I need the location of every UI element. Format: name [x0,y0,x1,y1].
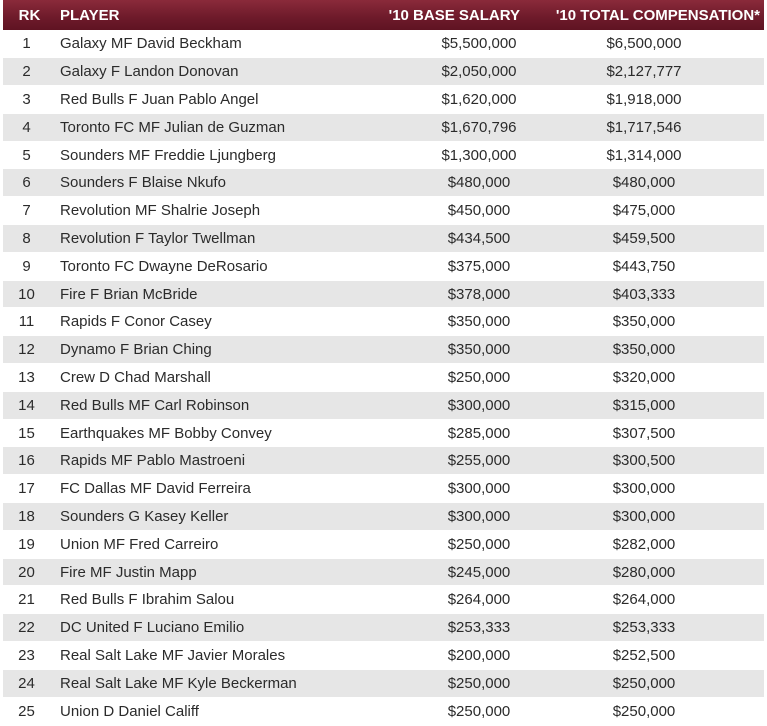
total-compensation-cell: $282,000 [530,530,764,558]
player-cell: Sounders MF Freddie Ljungberg [56,141,373,169]
table-row [3,614,764,642]
base-salary-cell: $1,670,796 [373,113,530,141]
total-compensation-cell: $1,918,000 [530,86,764,114]
rank-cell: 15 [3,419,56,447]
total-compensation-cell: $250,000 [530,669,764,697]
salary-table [3,0,764,725]
player-cell: Crew D Chad Marshall [56,364,373,392]
rank-cell: 21 [3,586,56,614]
table-header [3,0,764,30]
column-header-base-salary[interactable]: '10 BASE SALARY [388,6,520,24]
table-row [3,141,764,169]
player-cell: Galaxy F Landon Donovan [56,58,373,86]
total-compensation-cell: $403,333 [530,280,764,308]
table-row [3,58,764,86]
table-row [3,530,764,558]
player-cell: Red Bulls MF Carl Robinson [56,391,373,419]
player-cell: Earthquakes MF Bobby Convey [56,419,373,447]
rank-cell: 18 [3,503,56,531]
base-salary-cell: $253,333 [373,614,530,642]
base-salary-cell: $250,000 [373,697,530,725]
base-salary-cell: $378,000 [373,280,530,308]
total-compensation-cell: $307,500 [530,419,764,447]
base-salary-cell: $264,000 [373,586,530,614]
base-salary-cell: $2,050,000 [373,58,530,86]
table-row [3,280,764,308]
base-salary-cell: $5,500,000 [373,30,530,58]
total-compensation-cell: $253,333 [530,614,764,642]
rank-cell: 22 [3,614,56,642]
total-compensation-cell: $300,000 [530,503,764,531]
base-salary-cell: $285,000 [373,419,530,447]
table-row [3,86,764,114]
rank-cell: 9 [3,252,56,280]
table-row [3,475,764,503]
table-row [3,225,764,253]
table-row [3,697,764,725]
base-salary-cell: $250,000 [373,364,530,392]
rank-cell: 3 [3,86,56,114]
player-cell: Sounders G Kasey Keller [56,503,373,531]
table-row [3,558,764,586]
player-cell: Galaxy MF David Beckham [56,30,373,58]
rank-cell: 20 [3,558,56,586]
player-cell: Sounders F Blaise Nkufo [56,169,373,197]
table-row [3,113,764,141]
rank-cell: 13 [3,364,56,392]
total-compensation-cell: $320,000 [530,364,764,392]
table-row [3,197,764,225]
rank-cell: 8 [3,225,56,253]
table-row [3,419,764,447]
total-compensation-cell: $6,500,000 [530,30,764,58]
player-cell: Real Salt Lake MF Javier Morales [56,642,373,670]
base-salary-cell: $434,500 [373,225,530,253]
total-compensation-cell: $264,000 [530,586,764,614]
base-salary-cell: $450,000 [373,197,530,225]
rank-cell: 5 [3,141,56,169]
table-row [3,503,764,531]
base-salary-cell: $300,000 [373,475,530,503]
base-salary-cell: $250,000 [373,530,530,558]
rank-cell: 23 [3,642,56,670]
rank-cell: 11 [3,308,56,336]
total-compensation-cell: $1,717,546 [530,113,764,141]
base-salary-cell: $480,000 [373,169,530,197]
base-salary-cell: $350,000 [373,336,530,364]
rank-cell: 4 [3,113,56,141]
player-cell: Red Bulls F Juan Pablo Angel [56,86,373,114]
table-row [3,586,764,614]
rank-cell: 12 [3,336,56,364]
table-row [3,391,764,419]
player-cell: Toronto FC MF Julian de Guzman [56,113,373,141]
rank-cell: 2 [3,58,56,86]
player-cell: Red Bulls F Ibrahim Salou [56,586,373,614]
player-cell: Toronto FC Dwayne DeRosario [56,252,373,280]
table-row [3,336,764,364]
table-body [3,30,764,725]
total-compensation-cell: $443,750 [530,252,764,280]
table-row [3,447,764,475]
total-compensation-cell: $280,000 [530,558,764,586]
player-cell: Union D Daniel Califf [56,697,373,725]
player-cell: Fire F Brian McBride [56,280,373,308]
total-compensation-cell: $300,500 [530,447,764,475]
player-cell: Dynamo F Brian Ching [56,336,373,364]
base-salary-cell: $255,000 [373,447,530,475]
base-salary-cell: $350,000 [373,308,530,336]
total-compensation-cell: $250,000 [530,697,764,725]
table-row [3,30,764,58]
total-compensation-cell: $300,000 [530,475,764,503]
header-row [3,0,764,30]
player-cell: Real Salt Lake MF Kyle Beckerman [56,669,373,697]
rank-cell: 10 [3,280,56,308]
base-salary-cell: $200,000 [373,642,530,670]
total-compensation-cell: $252,500 [530,642,764,670]
total-compensation-cell: $480,000 [530,169,764,197]
player-cell: DC United F Luciano Emilio [56,614,373,642]
column-header-rank[interactable]: RK [18,6,41,24]
player-cell: Revolution F Taylor Twellman [56,225,373,253]
table-row [3,642,764,670]
base-salary-cell: $250,000 [373,669,530,697]
player-cell: Rapids F Conor Casey [56,308,373,336]
player-cell: FC Dallas MF David Ferreira [56,475,373,503]
table-row [3,169,764,197]
player-cell: Rapids MF Pablo Mastroeni [56,447,373,475]
table-row [3,669,764,697]
player-cell: Union MF Fred Carreiro [56,530,373,558]
rank-cell: 6 [3,169,56,197]
rank-cell: 14 [3,391,56,419]
column-header-total-compensation[interactable]: '10 TOTAL COMPENSATION* [555,6,760,24]
base-salary-cell: $375,000 [373,252,530,280]
total-compensation-cell: $315,000 [530,391,764,419]
total-compensation-cell: $350,000 [530,336,764,364]
base-salary-cell: $1,620,000 [373,86,530,114]
rank-cell: 24 [3,669,56,697]
rank-cell: 1 [3,30,56,58]
total-compensation-cell: $2,127,777 [530,58,764,86]
rank-cell: 19 [3,530,56,558]
total-compensation-cell: $459,500 [530,225,764,253]
player-cell: Revolution MF Shalrie Joseph [56,197,373,225]
table-row [3,308,764,336]
table-row [3,252,764,280]
base-salary-cell: $245,000 [373,558,530,586]
total-compensation-cell: $350,000 [530,308,764,336]
base-salary-cell: $1,300,000 [373,141,530,169]
total-compensation-cell: $475,000 [530,197,764,225]
base-salary-cell: $300,000 [373,503,530,531]
player-cell: Fire MF Justin Mapp [56,558,373,586]
column-header-player[interactable]: PLAYER [60,6,120,24]
table-row [3,364,764,392]
rank-cell: 16 [3,447,56,475]
salary-table-container [3,0,764,725]
rank-cell: 17 [3,475,56,503]
total-compensation-cell: $1,314,000 [530,141,764,169]
base-salary-cell: $300,000 [373,391,530,419]
rank-cell: 7 [3,197,56,225]
rank-cell: 25 [3,697,56,725]
